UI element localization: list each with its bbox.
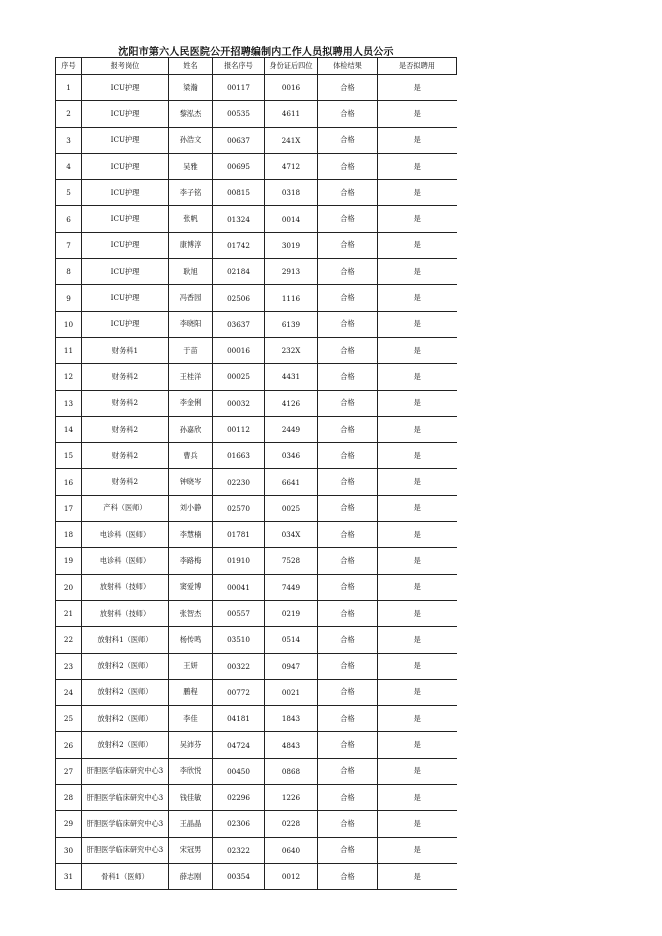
cell-post: 肝胆医学临床研究中心3 <box>82 811 169 837</box>
cell-hire: 是 <box>378 259 457 285</box>
cell-hire: 是 <box>378 495 457 521</box>
cell-hire: 是 <box>378 443 457 469</box>
cell-exam: 合格 <box>318 522 378 548</box>
cell-id4: 4126 <box>265 390 318 416</box>
cell-hire: 是 <box>378 416 457 442</box>
cell-post: 财务科2 <box>82 390 169 416</box>
cell-id4: 4712 <box>265 153 318 179</box>
cell-name: 曹兵 <box>169 443 213 469</box>
page-title: 沈阳市第六人民医院公开招聘编制内工作人员拟聘用人员公示 <box>118 47 394 58</box>
cell-post: ICU护理 <box>82 127 169 153</box>
cell-reg: 00557 <box>213 600 265 626</box>
cell-post: 财务科2 <box>82 469 169 495</box>
cell-post: 财务科1 <box>82 337 169 363</box>
cell-reg: 04181 <box>213 706 265 732</box>
cell-hire: 是 <box>378 101 457 127</box>
cell-id4: 0346 <box>265 443 318 469</box>
cell-post: 放射科2（医师） <box>82 706 169 732</box>
cell-name: 鹏程 <box>169 679 213 705</box>
cell-no: 11 <box>56 337 82 363</box>
cell-exam: 合格 <box>318 758 378 784</box>
header-reg: 报名序号 <box>213 58 265 75</box>
cell-no: 31 <box>56 863 82 889</box>
cell-hire: 是 <box>378 522 457 548</box>
cell-reg: 02230 <box>213 469 265 495</box>
cell-id4: 0014 <box>265 206 318 232</box>
cell-reg: 00695 <box>213 153 265 179</box>
table-row <box>56 232 457 258</box>
cell-name: 杨传鸣 <box>169 627 213 653</box>
cell-no: 2 <box>56 101 82 127</box>
cell-hire: 是 <box>378 653 457 679</box>
cell-post: 肝胆医学临床研究中心3 <box>82 837 169 863</box>
cell-exam: 合格 <box>318 811 378 837</box>
cell-exam: 合格 <box>318 600 378 626</box>
cell-name: 李佳 <box>169 706 213 732</box>
cell-no: 7 <box>56 232 82 258</box>
table-row <box>56 732 457 758</box>
cell-reg: 00354 <box>213 863 265 889</box>
cell-exam: 合格 <box>318 627 378 653</box>
cell-id4: 2913 <box>265 259 318 285</box>
cell-id4: 4843 <box>265 732 318 758</box>
cell-name: 刘小静 <box>169 495 213 521</box>
table-row <box>56 600 457 626</box>
table-row <box>56 206 457 232</box>
cell-post: 放射科1（医师） <box>82 627 169 653</box>
table-row <box>56 311 457 337</box>
cell-exam: 合格 <box>318 443 378 469</box>
table-row <box>56 627 457 653</box>
cell-no: 6 <box>56 206 82 232</box>
cell-id4: 034X <box>265 522 318 548</box>
cell-name: 吴沛芬 <box>169 732 213 758</box>
cell-name: 李子铭 <box>169 180 213 206</box>
cell-reg: 02184 <box>213 259 265 285</box>
cell-name: 王妍 <box>169 653 213 679</box>
cell-hire: 是 <box>378 811 457 837</box>
cell-post: ICU护理 <box>82 206 169 232</box>
cell-reg: 02296 <box>213 785 265 811</box>
cell-exam: 合格 <box>318 863 378 889</box>
cell-post: 肝胆医学临床研究中心3 <box>82 758 169 784</box>
cell-exam: 合格 <box>318 416 378 442</box>
cell-reg: 00450 <box>213 758 265 784</box>
cell-exam: 合格 <box>318 364 378 390</box>
table-row <box>56 863 457 889</box>
cell-hire: 是 <box>378 600 457 626</box>
cell-id4: 0012 <box>265 863 318 889</box>
cell-reg: 00322 <box>213 653 265 679</box>
cell-exam: 合格 <box>318 101 378 127</box>
cell-reg: 00016 <box>213 337 265 363</box>
table-row <box>56 390 457 416</box>
cell-reg: 00032 <box>213 390 265 416</box>
table-header-row <box>56 58 457 75</box>
cell-id4: 0868 <box>265 758 318 784</box>
cell-no: 21 <box>56 600 82 626</box>
table-row <box>56 706 457 732</box>
cell-exam: 合格 <box>318 785 378 811</box>
cell-id4: 0016 <box>265 75 318 101</box>
table-row <box>56 259 457 285</box>
cell-no: 1 <box>56 75 82 101</box>
cell-id4: 0021 <box>265 679 318 705</box>
cell-id4: 0318 <box>265 180 318 206</box>
cell-hire: 是 <box>378 548 457 574</box>
cell-exam: 合格 <box>318 311 378 337</box>
cell-exam: 合格 <box>318 259 378 285</box>
cell-reg: 01742 <box>213 232 265 258</box>
cell-post: ICU护理 <box>82 180 169 206</box>
table-row <box>56 153 457 179</box>
cell-reg: 03510 <box>213 627 265 653</box>
table-row <box>56 574 457 600</box>
table-row <box>56 785 457 811</box>
cell-no: 19 <box>56 548 82 574</box>
cell-reg: 00815 <box>213 180 265 206</box>
cell-id4: 1116 <box>265 285 318 311</box>
cell-no: 30 <box>56 837 82 863</box>
cell-name: 梁瀚 <box>169 75 213 101</box>
cell-exam: 合格 <box>318 706 378 732</box>
cell-no: 16 <box>56 469 82 495</box>
cell-reg: 01910 <box>213 548 265 574</box>
cell-name: 孙嘉欣 <box>169 416 213 442</box>
cell-id4: 0228 <box>265 811 318 837</box>
cell-name: 窦爱博 <box>169 574 213 600</box>
cell-reg: 02306 <box>213 811 265 837</box>
cell-id4: 0025 <box>265 495 318 521</box>
cell-id4: 0947 <box>265 653 318 679</box>
cell-exam: 合格 <box>318 732 378 758</box>
cell-hire: 是 <box>378 127 457 153</box>
cell-exam: 合格 <box>318 285 378 311</box>
cell-name: 钱佳敏 <box>169 785 213 811</box>
cell-exam: 合格 <box>318 180 378 206</box>
header-exam: 体检结果 <box>318 58 378 75</box>
cell-id4: 241X <box>265 127 318 153</box>
cell-hire: 是 <box>378 364 457 390</box>
cell-name: 黎泓杰 <box>169 101 213 127</box>
table-row <box>56 811 457 837</box>
cell-reg: 00637 <box>213 127 265 153</box>
cell-no: 28 <box>56 785 82 811</box>
cell-post: ICU护理 <box>82 232 169 258</box>
cell-post: ICU护理 <box>82 153 169 179</box>
cell-exam: 合格 <box>318 653 378 679</box>
cell-reg: 00117 <box>213 75 265 101</box>
cell-exam: 合格 <box>318 469 378 495</box>
cell-post: ICU护理 <box>82 285 169 311</box>
cell-reg: 04724 <box>213 732 265 758</box>
cell-reg: 00041 <box>213 574 265 600</box>
cell-no: 27 <box>56 758 82 784</box>
cell-id4: 6641 <box>265 469 318 495</box>
cell-exam: 合格 <box>318 574 378 600</box>
cell-exam: 合格 <box>318 495 378 521</box>
table-row <box>56 837 457 863</box>
cell-post: 电诊科（医师） <box>82 522 169 548</box>
cell-hire: 是 <box>378 206 457 232</box>
cell-exam: 合格 <box>318 232 378 258</box>
cell-no: 8 <box>56 259 82 285</box>
cell-exam: 合格 <box>318 127 378 153</box>
cell-name: 王晶晶 <box>169 811 213 837</box>
cell-id4: 7528 <box>265 548 318 574</box>
cell-name: 薛志刚 <box>169 863 213 889</box>
cell-hire: 是 <box>378 180 457 206</box>
cell-name: 孙浩文 <box>169 127 213 153</box>
cell-id4: 0219 <box>265 600 318 626</box>
cell-reg: 01663 <box>213 443 265 469</box>
cell-reg: 02322 <box>213 837 265 863</box>
cell-name: 李路梅 <box>169 548 213 574</box>
cell-name: 康博淳 <box>169 232 213 258</box>
cell-reg: 01781 <box>213 522 265 548</box>
table-row <box>56 469 457 495</box>
cell-name: 冯香园 <box>169 285 213 311</box>
cell-post: 肝胆医学临床研究中心3 <box>82 785 169 811</box>
cell-hire: 是 <box>378 837 457 863</box>
cell-name: 于苗 <box>169 337 213 363</box>
table-row <box>56 495 457 521</box>
cell-no: 29 <box>56 811 82 837</box>
cell-id4: 232X <box>265 337 318 363</box>
header-hire: 是否拟聘用 <box>378 58 457 75</box>
table-row <box>56 337 457 363</box>
cell-hire: 是 <box>378 390 457 416</box>
cell-name: 钟晓岑 <box>169 469 213 495</box>
cell-name: 王桂洋 <box>169 364 213 390</box>
cell-exam: 合格 <box>318 206 378 232</box>
cell-id4: 4611 <box>265 101 318 127</box>
cell-reg: 03637 <box>213 311 265 337</box>
cell-no: 4 <box>56 153 82 179</box>
cell-name: 李金俐 <box>169 390 213 416</box>
cell-exam: 合格 <box>318 679 378 705</box>
cell-reg: 01324 <box>213 206 265 232</box>
cell-reg: 02506 <box>213 285 265 311</box>
cell-hire: 是 <box>378 232 457 258</box>
table-row <box>56 416 457 442</box>
cell-reg: 02570 <box>213 495 265 521</box>
cell-no: 23 <box>56 653 82 679</box>
cell-post: 放射科（技师） <box>82 600 169 626</box>
cell-no: 14 <box>56 416 82 442</box>
cell-no: 12 <box>56 364 82 390</box>
cell-no: 3 <box>56 127 82 153</box>
table-row <box>56 75 457 101</box>
cell-exam: 合格 <box>318 337 378 363</box>
cell-no: 9 <box>56 285 82 311</box>
cell-hire: 是 <box>378 311 457 337</box>
cell-no: 5 <box>56 180 82 206</box>
cell-reg: 00535 <box>213 101 265 127</box>
cell-hire: 是 <box>378 574 457 600</box>
cell-exam: 合格 <box>318 837 378 863</box>
cell-id4: 0514 <box>265 627 318 653</box>
cell-hire: 是 <box>378 337 457 363</box>
cell-hire: 是 <box>378 285 457 311</box>
header-post: 报考岗位 <box>82 58 169 75</box>
table-row <box>56 548 457 574</box>
cell-no: 25 <box>56 706 82 732</box>
cell-post: 财务科2 <box>82 416 169 442</box>
cell-post: 骨科1（医师） <box>82 863 169 889</box>
cell-exam: 合格 <box>318 153 378 179</box>
cell-name: 张智杰 <box>169 600 213 626</box>
cell-hire: 是 <box>378 785 457 811</box>
cell-hire: 是 <box>378 627 457 653</box>
cell-post: ICU护理 <box>82 259 169 285</box>
cell-post: ICU护理 <box>82 311 169 337</box>
table-row <box>56 679 457 705</box>
cell-no: 24 <box>56 679 82 705</box>
cell-no: 10 <box>56 311 82 337</box>
cell-name: 张帆 <box>169 206 213 232</box>
cell-hire: 是 <box>378 758 457 784</box>
table-row <box>56 443 457 469</box>
cell-name: 李晓阳 <box>169 311 213 337</box>
cell-no: 20 <box>56 574 82 600</box>
cell-name: 宋冠男 <box>169 837 213 863</box>
cell-post: 放射科2（医师） <box>82 732 169 758</box>
cell-no: 26 <box>56 732 82 758</box>
cell-hire: 是 <box>378 469 457 495</box>
cell-post: 电诊科（医师） <box>82 548 169 574</box>
cell-id4: 1843 <box>265 706 318 732</box>
cell-post: ICU护理 <box>82 75 169 101</box>
header-no: 序号 <box>56 58 82 75</box>
cell-id4: 0640 <box>265 837 318 863</box>
cell-post: ICU护理 <box>82 101 169 127</box>
cell-id4: 7449 <box>265 574 318 600</box>
cell-post: 财务科2 <box>82 443 169 469</box>
table-row <box>56 101 457 127</box>
table-row <box>56 285 457 311</box>
cell-id4: 1226 <box>265 785 318 811</box>
table-row <box>56 127 457 153</box>
cell-post: 放射科2（医师） <box>82 679 169 705</box>
cell-no: 18 <box>56 522 82 548</box>
cell-id4: 6139 <box>265 311 318 337</box>
cell-post: 产科（医师） <box>82 495 169 521</box>
cell-post: 放射科（技师） <box>82 574 169 600</box>
header-id4: 身份证后四位 <box>265 58 318 75</box>
cell-id4: 4431 <box>265 364 318 390</box>
cell-exam: 合格 <box>318 75 378 101</box>
table-row <box>56 758 457 784</box>
cell-hire: 是 <box>378 706 457 732</box>
cell-name: 李慧楠 <box>169 522 213 548</box>
table-row <box>56 364 457 390</box>
cell-id4: 2449 <box>265 416 318 442</box>
cell-name: 耿旭 <box>169 259 213 285</box>
candidate-table <box>55 57 457 890</box>
table-row <box>56 653 457 679</box>
cell-hire: 是 <box>378 679 457 705</box>
header-name: 姓名 <box>169 58 213 75</box>
cell-no: 13 <box>56 390 82 416</box>
cell-post: 财务科2 <box>82 364 169 390</box>
cell-id4: 3019 <box>265 232 318 258</box>
cell-post: 放射科2（医师） <box>82 653 169 679</box>
cell-no: 17 <box>56 495 82 521</box>
table-row <box>56 180 457 206</box>
cell-name: 吴雅 <box>169 153 213 179</box>
cell-exam: 合格 <box>318 548 378 574</box>
table-row <box>56 522 457 548</box>
cell-no: 22 <box>56 627 82 653</box>
cell-exam: 合格 <box>318 390 378 416</box>
cell-hire: 是 <box>378 732 457 758</box>
cell-reg: 00112 <box>213 416 265 442</box>
cell-no: 15 <box>56 443 82 469</box>
cell-hire: 是 <box>378 75 457 101</box>
cell-name: 李欣悦 <box>169 758 213 784</box>
cell-reg: 00025 <box>213 364 265 390</box>
cell-hire: 是 <box>378 153 457 179</box>
cell-hire: 是 <box>378 863 457 889</box>
cell-reg: 00772 <box>213 679 265 705</box>
